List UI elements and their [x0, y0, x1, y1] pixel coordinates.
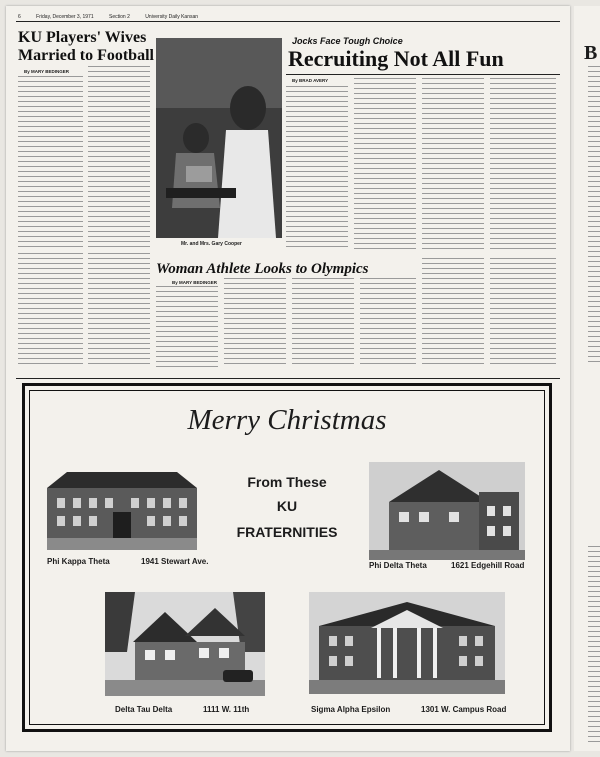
story3-text-column-1 [156, 286, 218, 368]
couple-photo [156, 38, 282, 238]
ad-title: Merry Christmas [187, 404, 387, 436]
delta-tau-delta-house-illustration [105, 592, 265, 696]
phi-delta-theta-house-illustration [369, 462, 525, 560]
house2-address: 1621 Edgehill Road [451, 561, 525, 570]
section-label: Section 2 [109, 14, 130, 20]
ad-line-fraternities: FRATERNITIES [236, 524, 338, 540]
house1-name: Phi Kappa Theta [47, 557, 110, 566]
story3-text-column-4 [360, 278, 416, 368]
phi-kappa-theta-house-illustration [47, 458, 197, 550]
photo-caption: Mr. and Mrs. Gary Cooper [181, 241, 242, 247]
story2-headline: Recruiting Not All Fun [288, 46, 504, 71]
house4-address: 1301 W. Campus Road [421, 705, 507, 714]
story2-rule [286, 74, 560, 75]
story2-text-column-1 [286, 86, 348, 251]
story1-text-column-4 [88, 253, 150, 368]
house1-address: 1941 Stewart Ave. [141, 557, 209, 566]
story1-text-column-1 [18, 76, 83, 248]
story2-text-column-6 [490, 258, 556, 368]
story2-text-column-3 [422, 78, 484, 251]
story1-text-column-2 [88, 66, 150, 248]
story1-text-column-3 [18, 253, 83, 368]
house2-name: Phi Delta Theta [369, 561, 427, 570]
sigma-alpha-epsilon-house-illustration [309, 592, 505, 694]
house3-name: Delta Tau Delta [115, 705, 173, 714]
story1-headline-line2: Married to Football [18, 47, 154, 64]
story2-kicker: Jocks Face Tough Choice [292, 36, 403, 46]
story1-byline: By MARY BEDINGER [24, 69, 70, 74]
folio-rule [16, 21, 560, 22]
page-number: 6 [18, 14, 21, 20]
house4-name: Sigma Alpha Epsilon [311, 705, 391, 714]
ad-line-from: From These [247, 474, 327, 490]
section-divider [16, 378, 560, 379]
story1-headline-line1: KU Players' Wives [18, 29, 147, 46]
issue-date: Friday, December 3, 1971 [36, 14, 94, 20]
story3-byline: By MARY BEDINGER [172, 280, 218, 285]
adjacent-page-edge [574, 6, 600, 751]
story3-text-column-3 [292, 278, 354, 368]
house3-address: 1111 W. 11th [203, 705, 250, 714]
folio-line [18, 14, 212, 20]
story2-text-column-4 [490, 78, 556, 251]
adjacent-headline-letter: B [584, 42, 598, 64]
story2-text-column-5 [422, 258, 484, 368]
story2-byline: By BRAD AVERY [292, 78, 329, 83]
story2-text-column-2 [354, 78, 416, 251]
adjacent-text-column-2 [588, 546, 600, 746]
christmas-ad [22, 383, 552, 732]
adjacent-text-column-1 [588, 66, 600, 366]
ad-line-ku: KU [276, 498, 298, 514]
paper-name: University Daily Kansan [145, 14, 199, 20]
story3-text-column-2 [224, 278, 286, 368]
story3-headline: Woman Athlete Looks to Olympics [156, 261, 369, 277]
